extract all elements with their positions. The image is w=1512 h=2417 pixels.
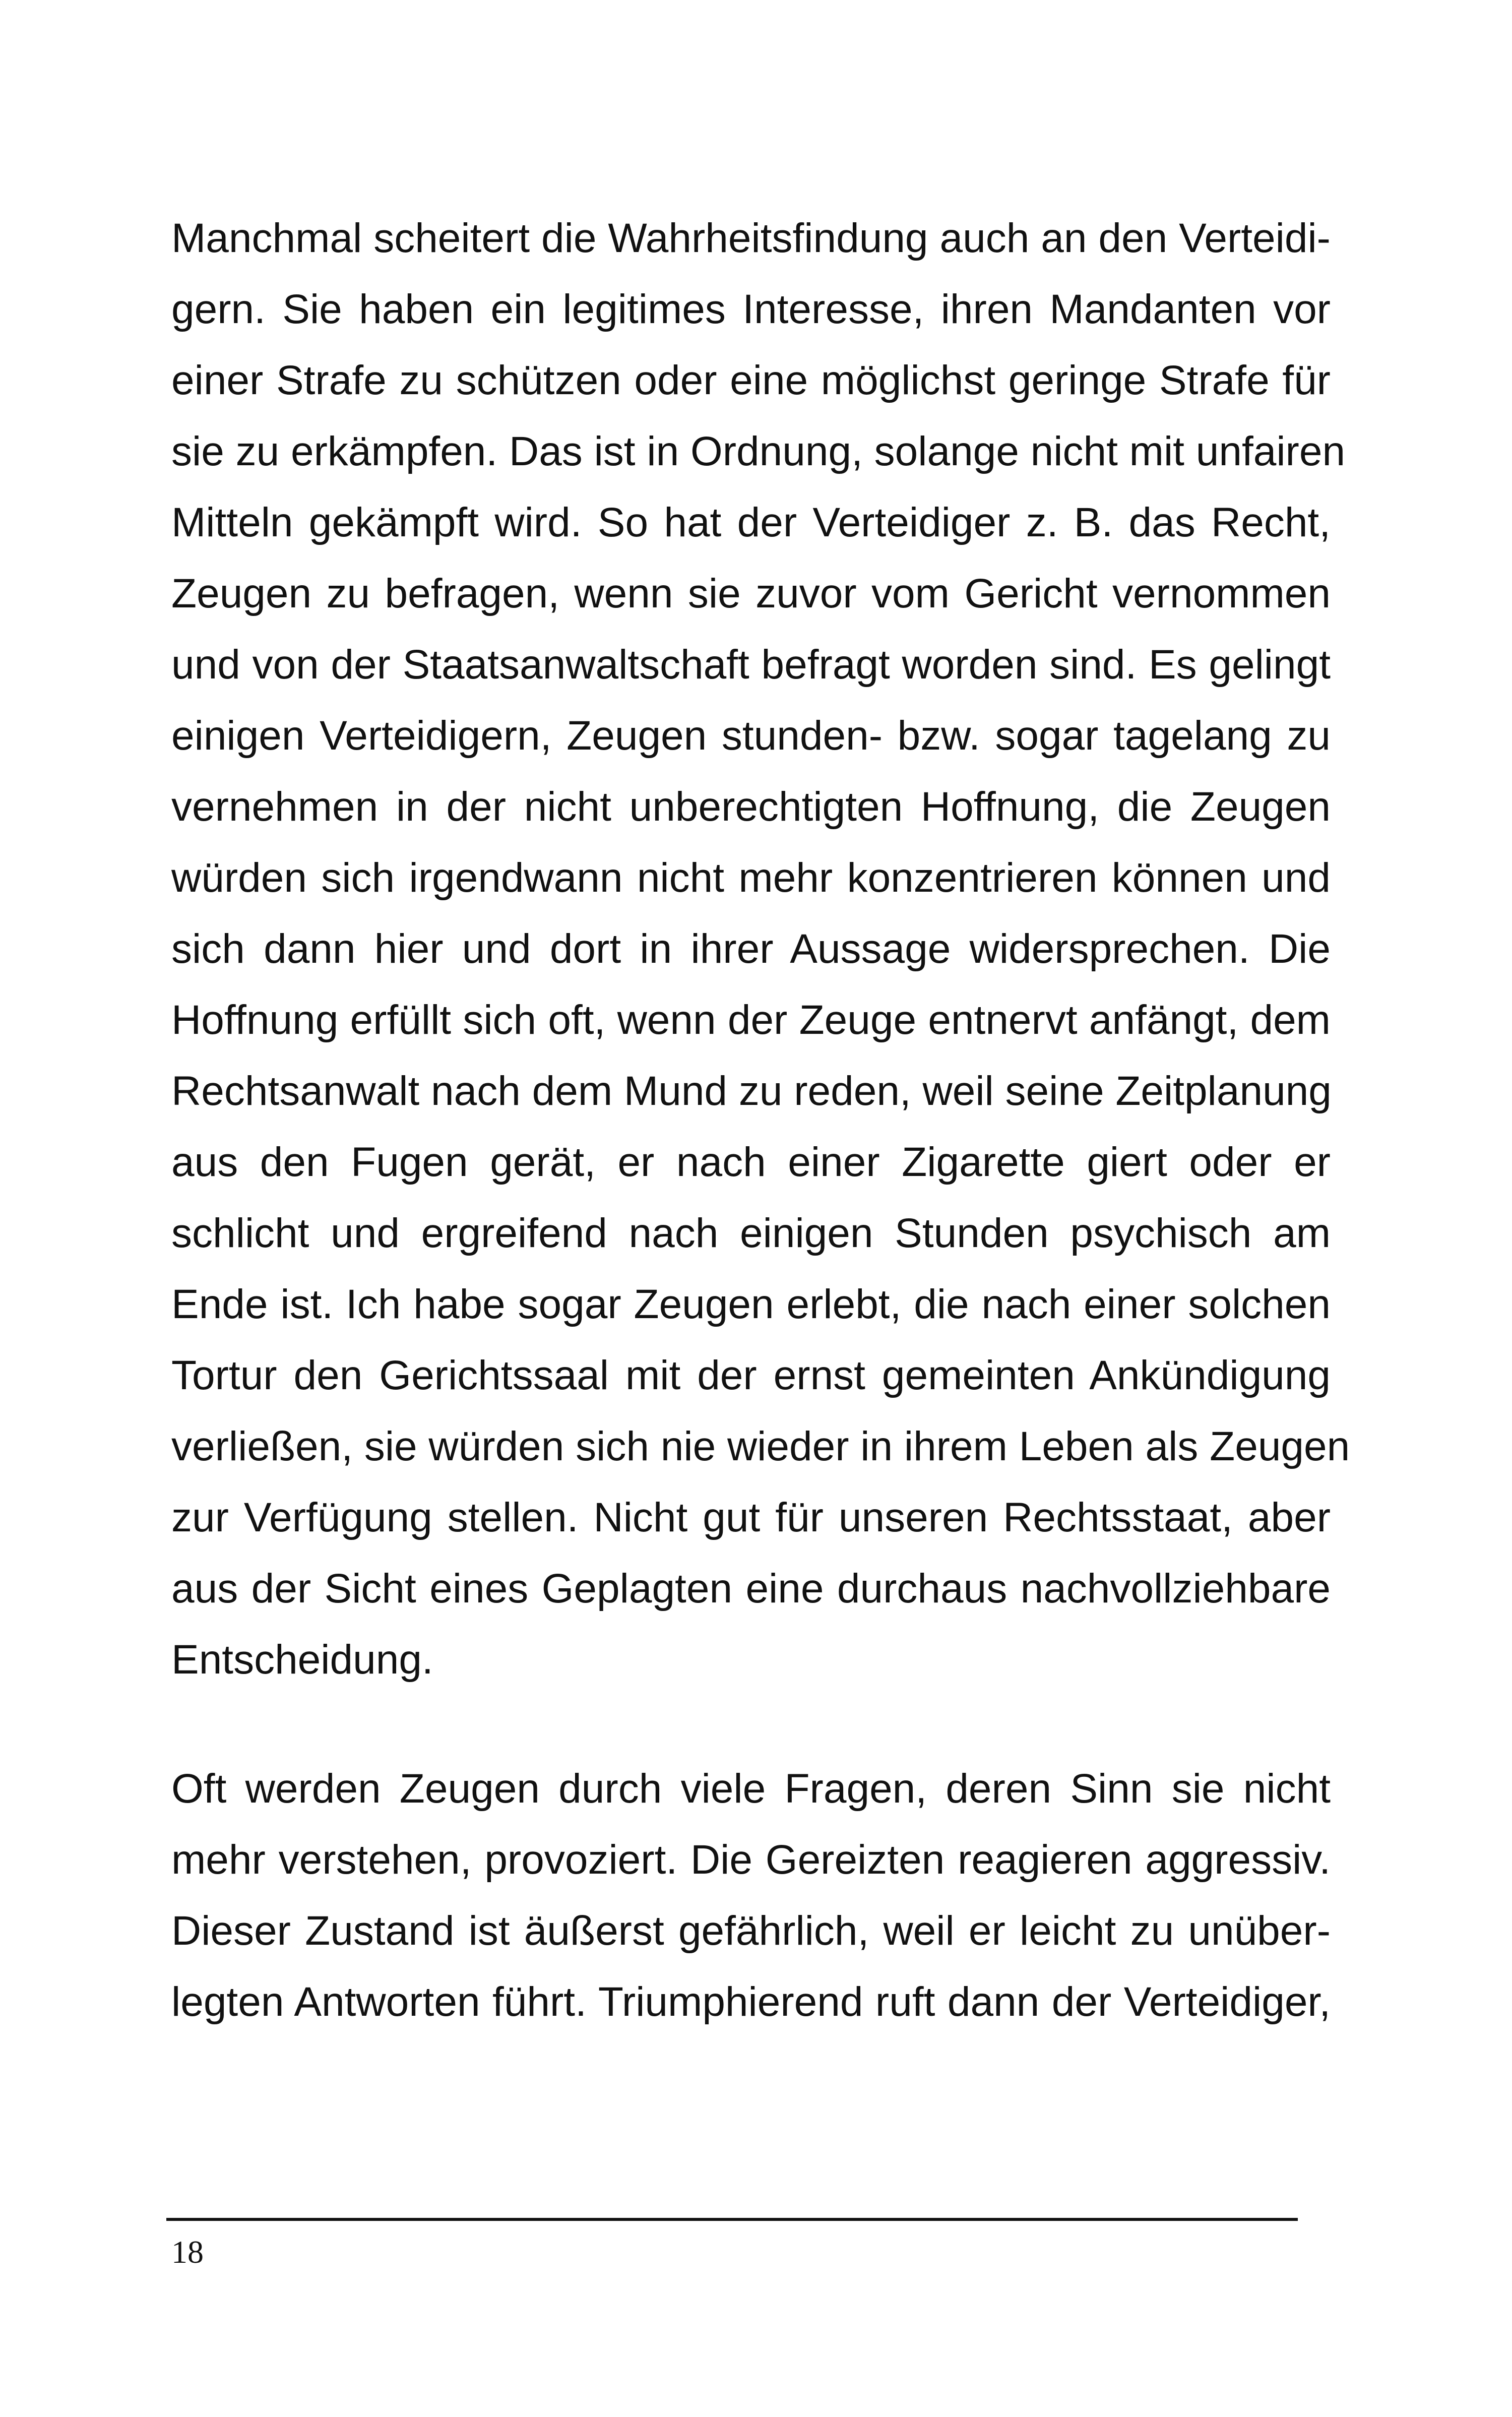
- text-line: Oft werden Zeugen durch viele Fragen, deren Sinn sie nicht: [171, 1766, 1331, 1812]
- text-line: verließen, sie würden sich nie wieder in ihrem Leben als Zeugen: [171, 1423, 1350, 1469]
- text-line: Dieser Zustand ist äußerst gefährlich, weil er leicht zu unüber-: [171, 1908, 1331, 1954]
- footer-divider: [166, 2218, 1298, 2221]
- text-line: Zeugen zu befragen, wenn sie zuvor vom Gericht vernommen: [171, 571, 1331, 616]
- page-number: 18: [171, 2234, 204, 2270]
- text-line: und von der Staatsanwaltschaft befragt worden sind. Es gelingt: [171, 642, 1331, 688]
- text-line: einer Strafe zu schützen oder eine möglichst geringe Strafe für: [171, 357, 1331, 403]
- text-line: Hoffnung erfüllt sich oft, wenn der Zeuge entnervt anfängt, dem: [171, 997, 1331, 1043]
- text-line: Rechtsanwalt nach dem Mund zu reden, weil seine Zeitplanung: [171, 1068, 1332, 1114]
- text-line: Mitteln gekämpft wird. So hat der Verteidiger z. B. das Recht,: [171, 500, 1331, 545]
- text-line: aus der Sicht eines Geplagten eine durchaus nachvollziehbare: [171, 1566, 1331, 1612]
- text-line: würden sich irgendwann nicht mehr konzentrieren können und: [171, 855, 1331, 901]
- text-line: schlicht und ergreifend nach einigen Stunden psychisch am: [171, 1210, 1331, 1256]
- text-line: Entscheidung.: [171, 1637, 433, 1683]
- text-line: zur Verfügung stellen. Nicht gut für unseren Rechtsstaat, aber: [171, 1495, 1331, 1540]
- text-line: Ende ist. Ich habe sogar Zeugen erlebt, die nach einer solchen: [171, 1281, 1331, 1327]
- paragraph-2: [171, 1753, 1331, 2037]
- text-line: aus den Fugen gerät, er nach einer Zigarette giert oder er: [171, 1139, 1331, 1185]
- text-line: vernehmen in der nicht unberechtigten Hoffnung, die Zeugen: [171, 784, 1331, 830]
- text-line: gern. Sie haben ein legitimes Interesse, ihren Mandanten vor: [171, 286, 1331, 332]
- text-line: legten Antworten führt. Triumphierend ruft dann der Verteidiger,: [171, 1979, 1331, 2025]
- text-line: sich dann hier und dort in ihrer Aussage widersprechen. Die: [171, 926, 1331, 972]
- text-line: Tortur den Gerichtssaal mit der ernst gemeinten Ankündigung: [171, 1352, 1331, 1398]
- text-line: sie zu erkämpfen. Das ist in Ordnung, solange nicht mit unfairen: [171, 428, 1346, 474]
- text-line: mehr verstehen, provoziert. Die Gereizten reagieren aggressiv.: [171, 1837, 1331, 1883]
- text-line: einigen Verteidigern, Zeugen stunden- bzw. sogar tagelang zu: [171, 713, 1331, 759]
- text-line: Manchmal scheitert die Wahrheitsfindung auch an den Verteidi-: [171, 215, 1331, 261]
- paragraph-1: [171, 203, 1350, 1695]
